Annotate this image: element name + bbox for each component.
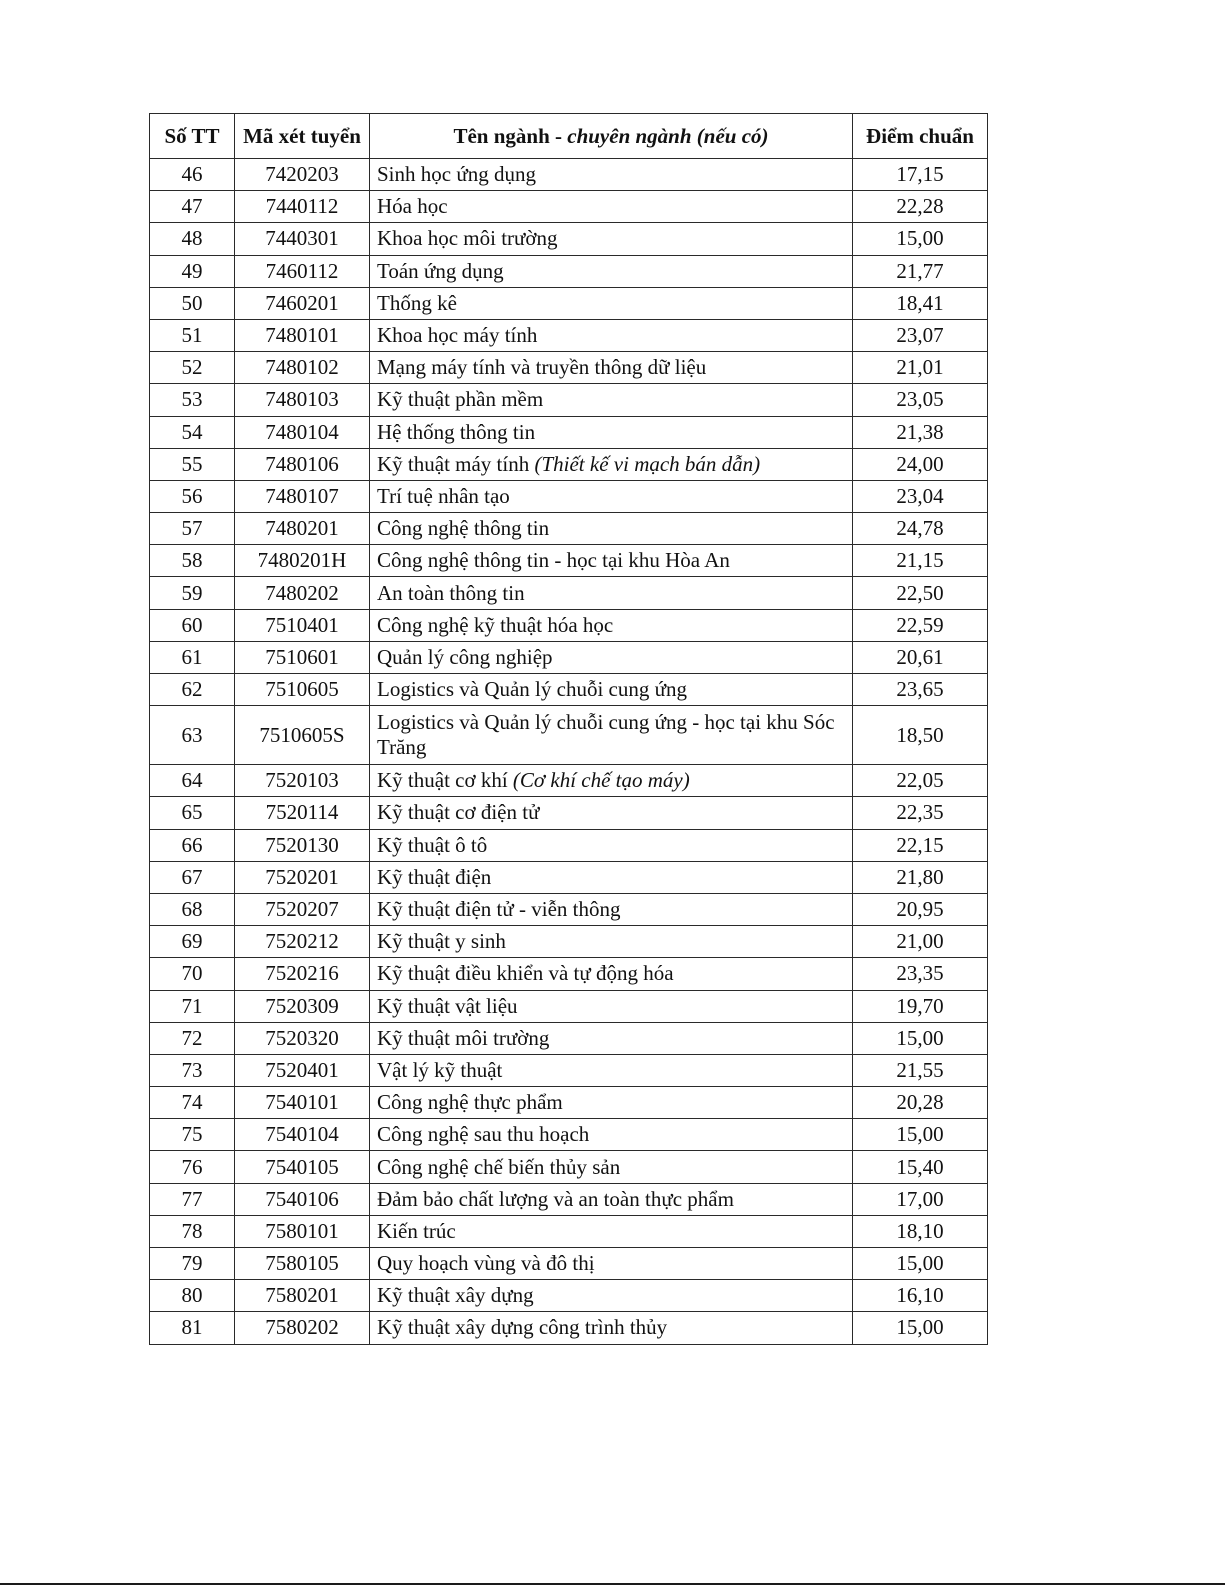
major-name: Công nghệ chế biến thủy sản: [377, 1154, 621, 1179]
major-name: Thống kê: [377, 290, 457, 315]
table-row: [150, 384, 988, 416]
major-name: Logistics và Quản lý chuỗi cung ứng - học tại khu Sóc Trăng: [377, 710, 835, 760]
major-name: Quản lý công nghiệp: [377, 644, 553, 669]
table-row: [150, 577, 988, 609]
cell-score: 22,28: [853, 191, 988, 223]
cell-stt: 74: [150, 1087, 235, 1119]
cell-score: 21,77: [853, 255, 988, 287]
cell-code: 7440301: [235, 223, 370, 255]
cell-code: 7520207: [235, 893, 370, 925]
cell-name: [370, 829, 853, 861]
table-row: [150, 319, 988, 351]
cell-stt: 49: [150, 255, 235, 287]
cell-name: [370, 1248, 853, 1280]
major-name: Đảm bảo chất lượng và an toàn thực phẩm: [377, 1186, 734, 1211]
admission-score-table: [149, 113, 988, 1345]
cell-name: [370, 958, 853, 990]
table-row: [150, 159, 988, 191]
cell-name: [370, 480, 853, 512]
cell-name: [370, 1280, 853, 1312]
table-row: [150, 352, 988, 384]
table-row: [150, 545, 988, 577]
major-name: Trí tuệ nhân tạo: [377, 483, 510, 508]
cell-code: 7420203: [235, 159, 370, 191]
table-row: [150, 861, 988, 893]
cell-name: [370, 609, 853, 641]
cell-score: 22,05: [853, 765, 988, 797]
cell-score: 18,41: [853, 287, 988, 319]
cell-code: 7580105: [235, 1248, 370, 1280]
table-row: [150, 829, 988, 861]
cell-score: 16,10: [853, 1280, 988, 1312]
cell-stt: 64: [150, 765, 235, 797]
cell-code: 7480201: [235, 513, 370, 545]
major-name: Công nghệ thông tin: [377, 516, 550, 541]
table-row: [150, 448, 988, 480]
cell-stt: 63: [150, 706, 235, 765]
cell-score: 21,00: [853, 926, 988, 958]
specialization-note: (Thiết kế vi mạch bán dẫn): [534, 451, 761, 476]
cell-code: 7520212: [235, 926, 370, 958]
cell-stt: 75: [150, 1119, 235, 1151]
cell-code: 7510605: [235, 674, 370, 706]
cell-stt: 67: [150, 861, 235, 893]
major-name: Kỹ thuật điện: [377, 864, 492, 889]
table-row: [150, 706, 988, 765]
cell-score: 21,55: [853, 1054, 988, 1086]
cell-code: 7480201H: [235, 545, 370, 577]
table-row: [150, 1215, 988, 1247]
cell-name: [370, 990, 853, 1022]
table-row: [150, 287, 988, 319]
major-name: Công nghệ kỹ thuật hóa học: [377, 612, 614, 637]
cell-name: [370, 159, 853, 191]
cell-code: 7520320: [235, 1022, 370, 1054]
cell-code: 7520216: [235, 958, 370, 990]
major-name: Toán ứng dụng: [377, 258, 504, 283]
cell-score: 21,38: [853, 416, 988, 448]
major-name: Kỹ thuật vật liệu: [377, 993, 518, 1018]
cell-name: [370, 545, 853, 577]
table-row: [150, 609, 988, 641]
cell-score: 21,01: [853, 352, 988, 384]
cell-code: 7460112: [235, 255, 370, 287]
cell-stt: 48: [150, 223, 235, 255]
major-name: Kỹ thuật xây dựng: [377, 1283, 534, 1308]
table-row: [150, 797, 988, 829]
major-name: Kỹ thuật phần mềm: [377, 387, 544, 412]
cell-code: 7580201: [235, 1280, 370, 1312]
cell-stt: 69: [150, 926, 235, 958]
cell-stt: 77: [150, 1183, 235, 1215]
cell-score: 20,61: [853, 641, 988, 673]
cell-name: [370, 1119, 853, 1151]
table-row: [150, 416, 988, 448]
cell-stt: 54: [150, 416, 235, 448]
cell-stt: 79: [150, 1248, 235, 1280]
cell-name: [370, 797, 853, 829]
cell-score: 20,28: [853, 1087, 988, 1119]
cell-code: 7480107: [235, 480, 370, 512]
cell-score: 23,04: [853, 480, 988, 512]
cell-score: 17,15: [853, 159, 988, 191]
table-row: [150, 1151, 988, 1183]
cell-stt: 57: [150, 513, 235, 545]
table-row: [150, 958, 988, 990]
cell-stt: 56: [150, 480, 235, 512]
cell-code: 7580202: [235, 1312, 370, 1344]
cell-score: 15,00: [853, 1248, 988, 1280]
cell-name: [370, 255, 853, 287]
table-row: [150, 223, 988, 255]
table-row: [150, 513, 988, 545]
cell-name: [370, 1215, 853, 1247]
cell-stt: 70: [150, 958, 235, 990]
cell-name: [370, 706, 853, 765]
table-row: [150, 1248, 988, 1280]
cell-name: [370, 352, 853, 384]
table-row: [150, 1119, 988, 1151]
cell-stt: 80: [150, 1280, 235, 1312]
major-name: Công nghệ thông tin - học tại khu Hòa An: [377, 548, 730, 573]
cell-score: 21,15: [853, 545, 988, 577]
cell-code: 7540104: [235, 1119, 370, 1151]
major-name: Kỹ thuật cơ khí: [377, 768, 513, 793]
cell-stt: 55: [150, 448, 235, 480]
cell-code: 7580101: [235, 1215, 370, 1247]
cell-code: 7510601: [235, 641, 370, 673]
cell-stt: 62: [150, 674, 235, 706]
cell-stt: 51: [150, 319, 235, 351]
major-name: Quy hoạch vùng và đô thị: [377, 1251, 595, 1276]
header-stt: Số TT: [150, 114, 235, 159]
cell-score: 22,15: [853, 829, 988, 861]
cell-code: 7440112: [235, 191, 370, 223]
cell-stt: 78: [150, 1215, 235, 1247]
table-row: [150, 765, 988, 797]
cell-stt: 68: [150, 893, 235, 925]
cell-stt: 50: [150, 287, 235, 319]
table-row: [150, 641, 988, 673]
cell-name: [370, 287, 853, 319]
cell-code: 7480102: [235, 352, 370, 384]
major-name: Công nghệ thực phẩm: [377, 1090, 563, 1115]
cell-name: [370, 1183, 853, 1215]
table-row: [150, 1183, 988, 1215]
header-score: Điểm chuẩn: [853, 114, 988, 159]
cell-stt: 65: [150, 797, 235, 829]
cell-stt: 76: [150, 1151, 235, 1183]
cell-score: 15,00: [853, 1312, 988, 1344]
cell-score: 23,35: [853, 958, 988, 990]
cell-stt: 66: [150, 829, 235, 861]
cell-score: 24,78: [853, 513, 988, 545]
cell-stt: 47: [150, 191, 235, 223]
cell-score: 22,59: [853, 609, 988, 641]
cell-code: 7540106: [235, 1183, 370, 1215]
cell-name: [370, 893, 853, 925]
cell-name: [370, 223, 853, 255]
cell-code: 7510401: [235, 609, 370, 641]
cell-code: 7520130: [235, 829, 370, 861]
cell-stt: 73: [150, 1054, 235, 1086]
major-name: An toàn thông tin: [377, 580, 525, 605]
cell-stt: 81: [150, 1312, 235, 1344]
header-name-sub: chuyên ngành (nếu có): [567, 123, 769, 148]
cell-score: 21,80: [853, 861, 988, 893]
major-name: Công nghệ sau thu hoạch: [377, 1122, 590, 1147]
cell-stt: 71: [150, 990, 235, 1022]
cell-code: 7520309: [235, 990, 370, 1022]
header-name-main: Tên ngành -: [453, 123, 568, 148]
major-name: Kỹ thuật y sinh: [377, 929, 506, 954]
cell-stt: 52: [150, 352, 235, 384]
major-name: Kiến trúc: [377, 1218, 456, 1243]
major-name: Khoa học môi trường: [377, 226, 558, 251]
cell-code: 7480101: [235, 319, 370, 351]
major-name: Sinh học ứng dụng: [377, 162, 536, 187]
table-row: [150, 926, 988, 958]
cell-score: 20,95: [853, 893, 988, 925]
table-row: [150, 674, 988, 706]
cell-score: 18,50: [853, 706, 988, 765]
cell-name: [370, 641, 853, 673]
cell-code: 7480106: [235, 448, 370, 480]
cell-code: 7480202: [235, 577, 370, 609]
cell-name: [370, 674, 853, 706]
cell-code: 7540105: [235, 1151, 370, 1183]
cell-stt: 72: [150, 1022, 235, 1054]
cell-name: [370, 577, 853, 609]
major-name: Vật lý kỹ thuật: [377, 1057, 503, 1082]
table-row: [150, 893, 988, 925]
cell-name: [370, 861, 853, 893]
cell-stt: 60: [150, 609, 235, 641]
table-row: [150, 1022, 988, 1054]
cell-score: 15,40: [853, 1151, 988, 1183]
cell-name: [370, 416, 853, 448]
major-name: Kỹ thuật điện tử - viễn thông: [377, 897, 621, 922]
cell-code: 7540101: [235, 1087, 370, 1119]
cell-name: [370, 513, 853, 545]
table-row: [150, 1280, 988, 1312]
major-name: Kỹ thuật môi trường: [377, 1025, 550, 1050]
cell-stt: 61: [150, 641, 235, 673]
major-name: Kỹ thuật điều khiển và tự động hóa: [377, 961, 674, 986]
cell-code: 7520201: [235, 861, 370, 893]
cell-score: 17,00: [853, 1183, 988, 1215]
cell-score: 22,35: [853, 797, 988, 829]
table-row: [150, 1054, 988, 1086]
specialization-note: (Cơ khí chế tạo máy): [512, 768, 690, 793]
cell-score: 23,05: [853, 384, 988, 416]
cell-score: 15,00: [853, 1119, 988, 1151]
cell-name: [370, 384, 853, 416]
header-code: Mã xét tuyển: [235, 114, 370, 159]
major-name: Mạng máy tính và truyền thông dữ liệu: [377, 355, 707, 380]
cell-name: [370, 1087, 853, 1119]
cell-stt: 46: [150, 159, 235, 191]
cell-name: [370, 191, 853, 223]
cell-stt: 59: [150, 577, 235, 609]
cell-stt: 53: [150, 384, 235, 416]
cell-score: 15,00: [853, 223, 988, 255]
cell-code: 7520114: [235, 797, 370, 829]
cell-score: 24,00: [853, 448, 988, 480]
major-name: Hệ thống thông tin: [377, 419, 536, 444]
cell-name: [370, 926, 853, 958]
major-name: Khoa học máy tính: [377, 323, 538, 348]
header-name: [370, 114, 853, 159]
table-body: [150, 159, 988, 1345]
cell-code: 7480103: [235, 384, 370, 416]
major-name: Kỹ thuật máy tính: [377, 451, 535, 476]
major-name: Kỹ thuật xây dựng công trình thủy: [377, 1315, 668, 1340]
table-row: [150, 255, 988, 287]
cell-name: [370, 448, 853, 480]
table-row: [150, 1087, 988, 1119]
major-name: Hóa học: [377, 194, 448, 219]
cell-stt: 58: [150, 545, 235, 577]
table-header-row: [150, 114, 988, 159]
cell-name: [370, 1151, 853, 1183]
cell-score: 18,10: [853, 1215, 988, 1247]
cell-code: 7520401: [235, 1054, 370, 1086]
table-row: [150, 480, 988, 512]
cell-name: [370, 765, 853, 797]
major-name: Logistics và Quản lý chuỗi cung ứng: [377, 677, 687, 702]
cell-code: 7520103: [235, 765, 370, 797]
major-name: Kỹ thuật cơ điện tử: [377, 800, 540, 825]
cell-name: [370, 319, 853, 351]
major-name: Kỹ thuật ô tô: [377, 832, 488, 857]
cell-score: 23,07: [853, 319, 988, 351]
cell-score: 23,65: [853, 674, 988, 706]
table-row: [150, 990, 988, 1022]
cell-code: 7460201: [235, 287, 370, 319]
cell-score: 15,00: [853, 1022, 988, 1054]
cell-score: 22,50: [853, 577, 988, 609]
cell-code: 7510605S: [235, 706, 370, 765]
cell-name: [370, 1312, 853, 1344]
cell-code: 7480104: [235, 416, 370, 448]
table-row: [150, 1312, 988, 1344]
cell-name: [370, 1054, 853, 1086]
cell-score: 19,70: [853, 990, 988, 1022]
cell-name: [370, 1022, 853, 1054]
table-row: [150, 191, 988, 223]
